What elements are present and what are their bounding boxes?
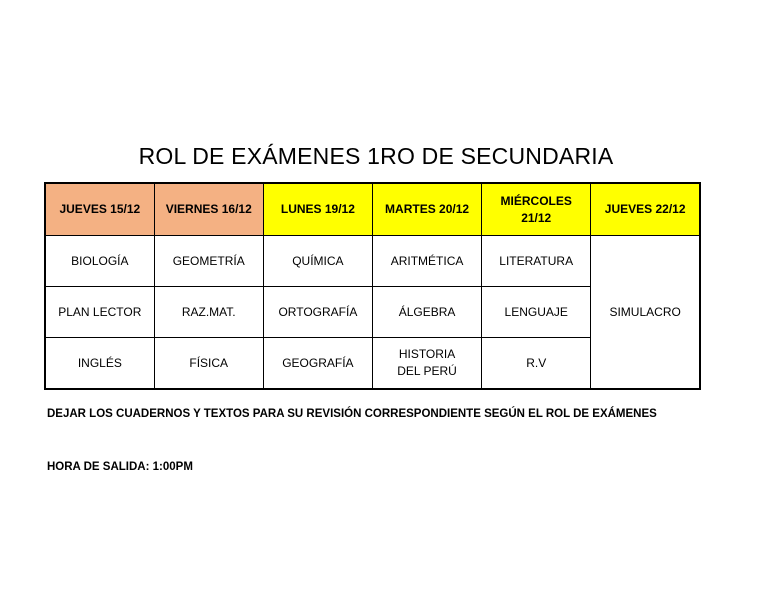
exit-time-note: HORA DE SALIDA: 1:00PM xyxy=(47,461,193,473)
table-cell: R.V xyxy=(482,338,591,390)
table-cell: GEOGRAFÍA xyxy=(263,338,372,390)
table-cell-historia xyxy=(372,338,481,390)
header-row xyxy=(45,183,700,236)
instructions-note: DEJAR LOS CUADERNOS Y TEXTOS PARA SU REVISIÓN CORRESPONDIENTE SEGÚN EL ROL DE EXÁMENES xyxy=(47,408,657,420)
simulacro-cell: SIMULACRO xyxy=(591,236,700,390)
table-row xyxy=(45,236,700,287)
header-jueves-15: JUEVES 15/12 xyxy=(45,183,154,236)
table-cell: INGLÉS xyxy=(45,338,154,390)
document-title: ROL DE EXÁMENES 1RO DE SECUNDARIA xyxy=(138,143,614,169)
table-cell: FÍSICA xyxy=(154,338,263,390)
exam-schedule-table xyxy=(44,182,701,390)
table-cell: ÁLGEBRA xyxy=(372,287,481,338)
table-cell: PLAN LECTOR xyxy=(45,287,154,338)
header-martes-20: MARTES 20/12 xyxy=(372,183,481,236)
table-cell: QUÍMICA xyxy=(263,236,372,287)
header-viernes-16: VIERNES 16/12 xyxy=(154,183,263,236)
table-cell: LITERATURA xyxy=(482,236,591,287)
table-cell: ARITMÉTICA xyxy=(372,236,481,287)
header-jueves-22: JUEVES 22/12 xyxy=(591,183,700,236)
table-cell: RAZ.MAT. xyxy=(154,287,263,338)
table-cell: LENGUAJE xyxy=(482,287,591,338)
table-cell: GEOMETRÍA xyxy=(154,236,263,287)
table-cell-line: DEL PERÚ xyxy=(397,364,457,378)
table-cell: ORTOGRAFÍA xyxy=(263,287,372,338)
header-miercoles-21: MIÉRCOLES 21/12 xyxy=(482,183,591,236)
header-lunes-19: LUNES 19/12 xyxy=(263,183,372,236)
table-cell: BIOLOGÍA xyxy=(45,236,154,287)
table-cell-line: HISTORIA xyxy=(398,347,456,361)
